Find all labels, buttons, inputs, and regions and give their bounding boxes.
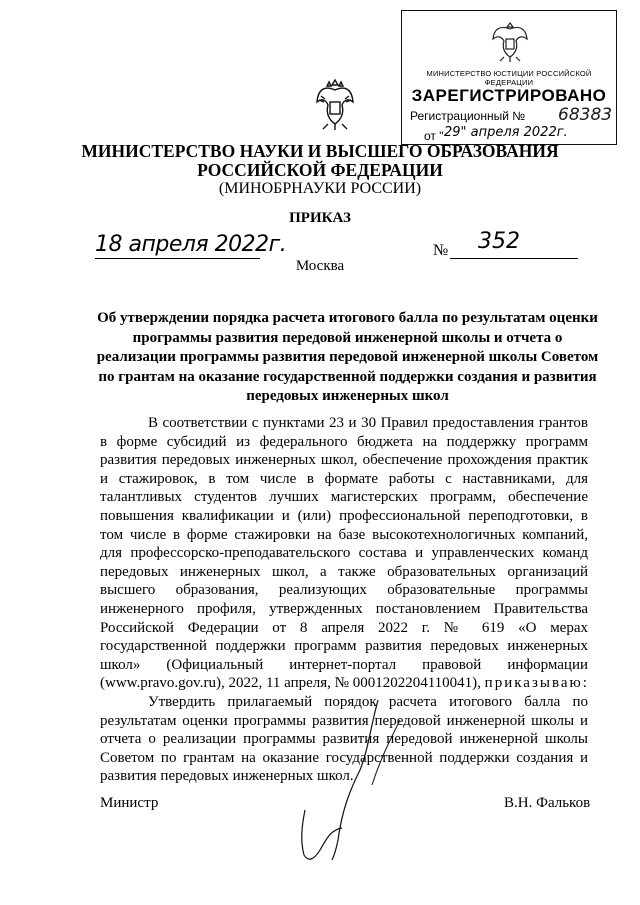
body-paragraph-2: Утвердить прилагаемый порядок расчета итогового балла по результатам оценки программы развития передовой инженерной школы и отчета о реализации программы развития передовой инженерной школы Советом по грантам на оказание государственной поддержки создания и развития передовых инженерных школ. bbox=[100, 693, 588, 785]
ministry-name-line1: МИНИСТЕРСТВО НАУКИ И ВЫСШЕГО ОБРАЗОВАНИЯ bbox=[81, 141, 559, 161]
stamp-reg-number: 68383 bbox=[558, 105, 613, 125]
order-word: приказываю bbox=[484, 675, 583, 692]
ministry-name-line2: РОССИЙСКОЙ ФЕДЕРАЦИИ bbox=[197, 160, 443, 180]
handwritten-signature bbox=[250, 690, 450, 870]
order-number: 352 bbox=[478, 229, 520, 254]
city: Москва bbox=[295, 258, 345, 274]
ministry-short-name: (МИНОБРНАУКИ РОССИИ) bbox=[218, 180, 422, 197]
stamp-date: 29" апреля 2022г. bbox=[444, 125, 568, 140]
body-paragraph-1: В соответствии с пунктами 23 и 30 Правил предоставления грантов в форме субсидий из федерального бюджета на поддержку программ развития передовых инженерных школ, обеспечение прохождения практик и стажировок, в том числе в формате работы с наставниками, для талантливых студентов лучших магистерских программ, обеспечение повышения квалификации и (или) профессиональной переподготовки, в том числе в форме стажировки на базе высокотехнологичных компаний, для профессорско-преподавательского состава и управленческих команд передовых инженерных школ, а также образовательных организаций высшего образования, реализующих образовательные программы инженерного профиля, утвержденных постановлением Правительства Российской Федерации от 8 апреля 2022 г. № 619 «О мерах государственной поддержки программ развития передовых инженерных школ» (Официальный интернет-портал правовой информации (www.pravo.gov.ru), 2022, 11 апреля, № 0001202204110041), приказываю: bbox=[100, 415, 588, 692]
stamp-registered: ЗАРЕГИСТРИРОВАНО bbox=[411, 86, 607, 105]
order-date: 18 апреля 2022г. bbox=[95, 232, 287, 257]
signatory-name: В.Н. Фальков bbox=[504, 795, 591, 811]
document-type: ПРИКАЗ bbox=[289, 210, 351, 226]
emblem-icon bbox=[490, 19, 530, 63]
coat-of-arms-icon bbox=[315, 78, 355, 130]
registration-stamp bbox=[401, 10, 617, 145]
stamp-ministry: МИНИСТЕРСТВО ЮСТИЦИИ РОССИЙСКОЙ ФЕДЕРАЦИИ bbox=[426, 69, 592, 87]
stamp-date-prefix: от " bbox=[424, 129, 444, 143]
signatory-title: Министр bbox=[100, 795, 159, 811]
number-label: № bbox=[433, 242, 449, 259]
order-title: Об утверждении порядка расчета итогового балла по результатам оценки программы развития передовой инженерной школы и отчета о реализации программы развития передовой инженерной школы Советом по грантам на оказание государственной поддержки создания и развития передовых инженерных школ bbox=[96, 310, 599, 404]
stamp-reg-label: Регистрационный № bbox=[410, 109, 526, 123]
